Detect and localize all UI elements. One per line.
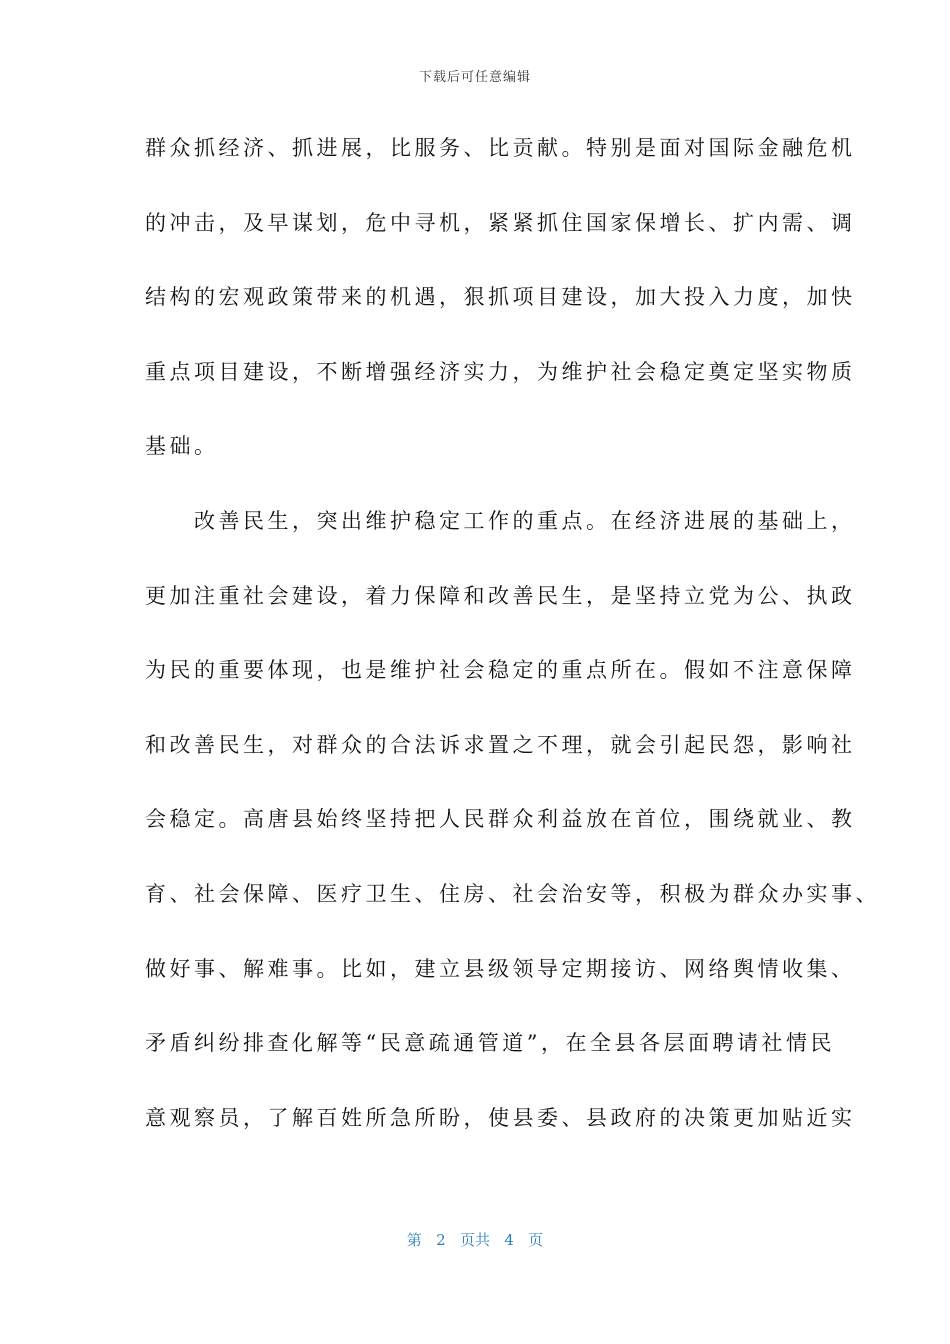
document-body [145,126,880,1170]
text-line-13: 矛盾纠纷排查化解等“民意疏通管道”，在全县各层面聘请社情民 [145,1031,835,1056]
page-prefix: 第 [406,1231,422,1249]
text-line-2: 的冲击，及早谋划，危中寻机，紧紧抓住国家保增长、扩内需、调 [145,210,856,235]
text-line-12: 做好事、解难事。比如，建立县级领导定期接访、网络舆情收集、 [145,956,856,981]
text-line-9: 和改善民生，对群众的合法诉求置之不理，就会引起民怨，影响社 [145,732,856,757]
text-line-14: 意观察员，了解百姓所急所盼，使县委、县政府的决策更加贴近实 [145,1105,856,1130]
text-line-6: 改善民生，突出维护稳定工作的重点。在经济进展的基础上， [145,508,856,533]
text-line-11: 育、社会保障、医疗卫生、住房、社会治安等，积极为群众办实事、 [145,881,880,906]
text-line-3: 结构的宏观政策带来的机遇，狠抓项目建设，加大投入力度，加快 [145,285,856,310]
header-note: 下载后可任意编辑 [418,70,531,85]
page-middle: 页共 [459,1231,490,1249]
page-total: 4 [504,1231,514,1249]
text-line-5: 基础。 [145,434,219,459]
text-line-1: 群众抓经济、抓进展，比服务、比贡献。特别是面对国际金融危机 [145,136,856,160]
text-line-8: 为民的重要体现，也是维护社会稳定的重点所在。假如不注意保障 [145,658,856,683]
text-line-4: 重点项目建设，不断增强经济实力，为维护社会稳定奠定坚实物质 [145,359,856,384]
page-current: 2 [436,1231,446,1249]
page-number-footer [0,1229,950,1250]
text-line-7: 更加注重社会建设，着力保障和改善民生，是坚持立党为公、执政 [145,583,856,608]
text-line-10: 会稳定。高唐县始终坚持把人民群众利益放在首位，围绕就业、教 [145,807,856,832]
page-suffix: 页 [528,1231,544,1249]
